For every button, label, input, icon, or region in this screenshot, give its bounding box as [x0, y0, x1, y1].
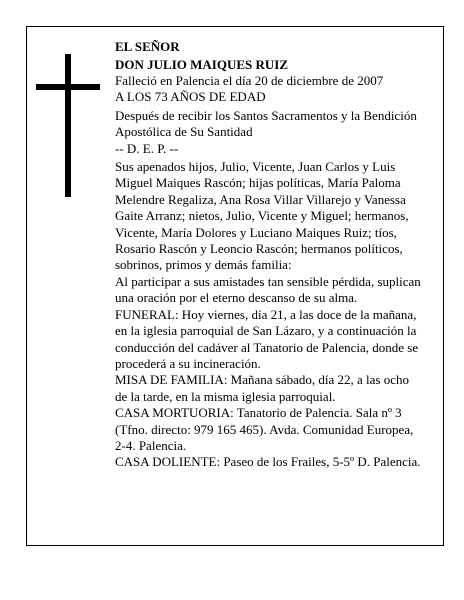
sacraments-paragraph: Después de recibir los Santos Sacramentos y la Bendición Apostólica de Su Santidad — [115, 107, 417, 140]
family-paragraph: Sus apenados hijos, Julio, Vicente, Juan Carlos y Luis Miguel Maiques Rascón; hijas políticas, María Paloma Melendre Regaliza, Ana Rosa Villar Villarejo y Vanessa Gaite Arranz; nietos, Julio, Vicente y Miguel; hermanos, Vicente, María Dolores y Luciano Maiques Ruiz; tíos, Rosario Rascón y Leoncio Rascón; hermanos políticos, sobrinos, primos y demás familia: — [115, 159, 409, 273]
cross-horizontal-bar — [36, 84, 100, 90]
deceased-name: DON JULIO MAIQUES RUIZ — [115, 56, 288, 72]
rip-line: -- D. E. P. -- — [115, 140, 179, 156]
obituary-text — [115, 38, 421, 471]
mortuary-paragraph: CASA MORTUORIA: Tanatorio de Palencia. Sala nº 3 (Tfno. directo: 979 165 465). Avda. Comunidad Europea, 2-4. Palencia. — [115, 405, 414, 453]
family-mass-paragraph: MISA DE FAMILIA: Mañana sábado, día 22, a las ocho de la tarde, en la misma iglesia parroquial. — [115, 372, 410, 404]
age-line: A LOS 73 AÑOS DE EDAD — [115, 89, 266, 105]
cross-icon — [36, 54, 100, 197]
home-paragraph: CASA DOLIENTE: Paseo de los Frailes, 5-5º D. Palencia. — [115, 454, 421, 470]
title-line: EL SEÑOR — [115, 39, 180, 54]
cross-vertical-bar — [65, 54, 71, 197]
request-paragraph: Al participar a sus amistades tan sensible pérdida, suplican una oración por el eterno descanso de su alma. — [115, 273, 421, 306]
funeral-paragraph: FUNERAL: Hoy viernes, día 21, a las doce de la mañana, en la iglesia parroquial de San Lázaro, y a continuación la conducción del cadáver al Tanatorio de Palencia, donde se procederá a su incineración. — [115, 306, 419, 371]
death-line: Falleció en Palencia el día 20 de diciembre de 2007 — [115, 73, 384, 88]
